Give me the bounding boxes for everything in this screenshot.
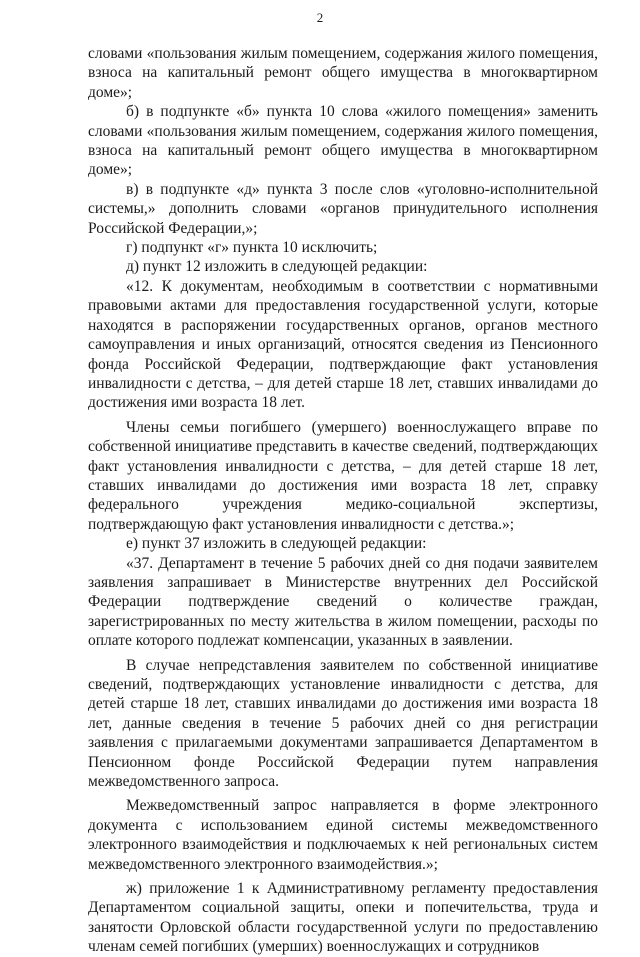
paragraph: Межведомственный запрос направляется в форме электронного документа с использованием единой системы межведомственного электронного взаимодействия и подключаемых к ней региональных систем межведомственного электронного взаимодействия.»; xyxy=(88,797,598,873)
paragraph: В случае непредставления заявителем по собственной инициативе сведений, подтверждающих установление инвалидности с детства, для детей старше 18 лет, ставших инвалидами до достижения ими возраста 18 лет, данные сведения в течение 5 рабочих дней со дня регистрации заявления с прилагаемыми документами запрашивается Департаментом в Пенсионном фонде Российской Федерации путем направления межведомственного запроса. xyxy=(88,656,598,791)
paragraph: б) в подпункте «б» пункта 10 слова «жилого помещения» заменить словами «пользования жилым помещением, содержания жилого помещения, взноса на капитальный ремонт общего имущества в многоквартирном доме»; xyxy=(88,103,598,179)
paragraph: г) подпункт «г» пункта 10 исключить; xyxy=(126,239,378,257)
paragraph: д) пункт 12 изложить в следующей редакции: xyxy=(126,258,428,276)
paragraph: «12. К документам, необходимым в соответствии с нормативными правовыми актами для предоставления государственной услуги, которые находятся в распоряжении государственных органов, органов местного самоуправления и иных организаций, относятся сведения из Пенсионного фонда Российской Федерации, подтверждающие факт установления инвалидности с детства, – для детей старше 18 лет, ставших инвалидами до достижения ими возраста 18 лет. xyxy=(88,277,598,412)
paragraph: Члены семьи погибшего (умершего) военнослужащего вправе по собственной инициативе представить в качестве сведений, подтверждающих факт установления инвалидности с детства, – для детей старше 18 лет, ставших инвалидами до достижения ими возраста 18 лет, справку федерального учреждения медико-социальной экспертизы, подтверждающую факт установления инвалидности с детства.»; xyxy=(88,418,598,533)
paragraph: в) в подпункте «д» пункта 3 после слов «уголовно-исполнительной системы,» дополнить словами «органов принудительного исполнения Российской Федерации,»; xyxy=(88,180,598,237)
paragraph: «37. Департамент в течение 5 рабочих дней со дня подачи заявителем заявления запрашивает в Министерстве внутренних дел Российской Федерации подтверждение сведений о количестве граждан, зарегистрированных по месту жительства в жилом помещении, расходы по оплате которого подлежат компенсации, указанных в заявлении. xyxy=(88,554,598,650)
paragraph: ж) приложение 1 к Административному регламенту предоставления Департаментом социальной защиты, опеки и попечительства, труда и занятости Орловской области государственной услуги по предоставлению членам семей погибших (умерших) военнослужащих и сотрудников xyxy=(88,880,598,956)
page-number: 2 xyxy=(316,10,324,25)
paragraph: словами «пользования жилым помещением, содержания жилого помещения, взноса на капитальный ремонт общего имущества в многоквартирном доме»; xyxy=(88,45,598,101)
paragraph: е) пункт 37 изложить в следующей редакции: xyxy=(126,535,427,553)
document-body xyxy=(88,44,598,957)
